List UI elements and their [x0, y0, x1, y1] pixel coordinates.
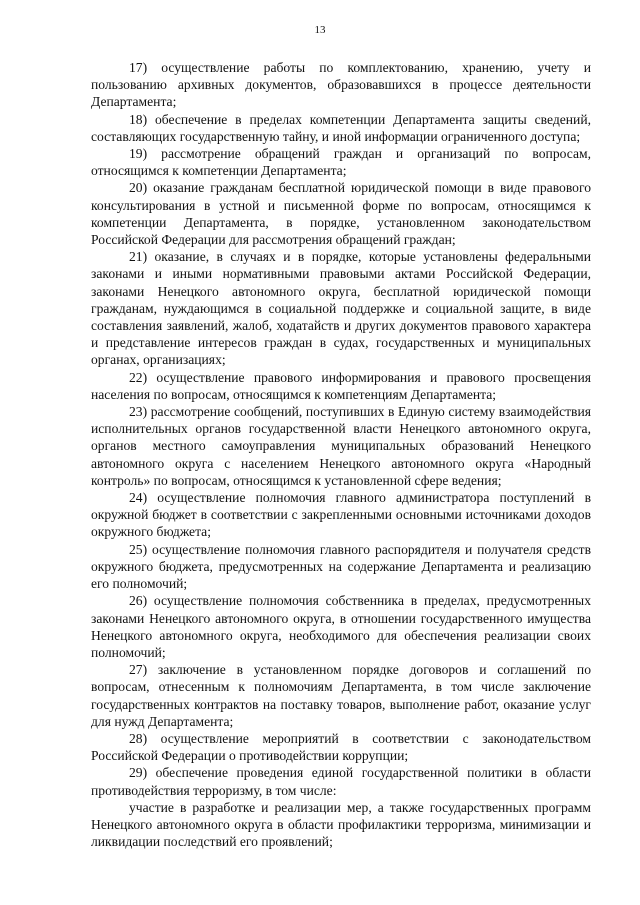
paragraph-18: 18) обеспечение в пределах компетенции Департамента защиты сведений, составляющих государственную тайну, и иной информации ограниченного доступа;: [91, 111, 591, 144]
paragraph-24: 24) осуществление полномочия главного администратора поступлений в окружной бюджет в соответствии с закрепленными основными источниками доходов окружного бюджета;: [91, 490, 591, 540]
paragraph-28: 28) осуществление мероприятий в соответствии с законодательством Российской Федерации о противодействии коррупции;: [91, 730, 591, 764]
paragraph-29-subitem: участие в разработке и реализации мер, а также государственных программ Ненецкого автономного округа в области профилактики терроризма, минимизации и ликвидации последствий его проявлений;: [91, 799, 591, 850]
paragraph-25: 25) осуществление полномочия главного распорядителя и получателя средств окружного бюджета, предусмотренных на содержание Департамента и реализацию его полномочий;: [91, 541, 591, 592]
document-body: [91, 59, 591, 850]
paragraph-29: 29) обеспечение проведения единой государственной политики в области противодействия терроризму, в том числе:: [91, 765, 591, 798]
paragraph-17: 17) осуществление работы по комплектованию, хранению, учету и пользованию архивных документов, образовавшихся в процессе деятельности Департамента;: [91, 60, 591, 110]
paragraph-22: 22) осуществление правового информирования и правового просвещения населения по вопросам, относящимся к компетенциям Департамента;: [91, 369, 591, 402]
page-number: 13: [314, 24, 326, 36]
paragraph-26: 26) осуществление полномочия собственника в пределах, предусмотренных законами Ненецкого автономного округа, в отношении государственного имущества Ненецкого автономного округа, необходимого для обеспечения реализации своих полномочий;: [91, 593, 591, 660]
paragraph-20: 20) оказание гражданам бесплатной юридической помощи в виде правового консультирования в устной и письменной форме по вопросам, относящимся к компетенции Департамента, в порядке, установленном законодательством Российской Федерации для рассмотрения обращений граждан;: [91, 180, 591, 248]
paragraph-21: 21) оказание, в случаях и в порядке, которые установлены федеральными законами и иными нормативными правовыми актами Российской Федерации, законами Ненецкого автономного округа, бесплатной юридической помощи гражданам, нуждающимся в социальной поддержке и социальной защите, в виде составления заявлений, жалоб, ходатайств и других документов правового характера и представление интересов граждан в судах, государственных и муниципальных органах, организациях;: [91, 249, 591, 368]
paragraph-27: 27) заключение в установленном порядке договоров и соглашений по вопросам, отнесенным к полномочиям Департамента, в том числе заключение государственных контрактов на поставку товаров, выполнение работ, оказание услуг для нужд Департамента;: [91, 662, 591, 729]
paragraph-23: 23) рассмотрение сообщений, поступивших в Единую систему взаимодействия исполнительных органов государственной власти Ненецкого автономного округа, органов местного самоуправления муниципальных образований Ненецкого автономного округа с населением Ненецкого автономного округа «Народный контроль» по вопросам, относящимся к установленной сфере ведения;: [91, 404, 591, 488]
paragraph-19: 19) рассмотрение обращений граждан и организаций по вопросам, относящимся к компетенции Департамента;: [91, 146, 591, 179]
